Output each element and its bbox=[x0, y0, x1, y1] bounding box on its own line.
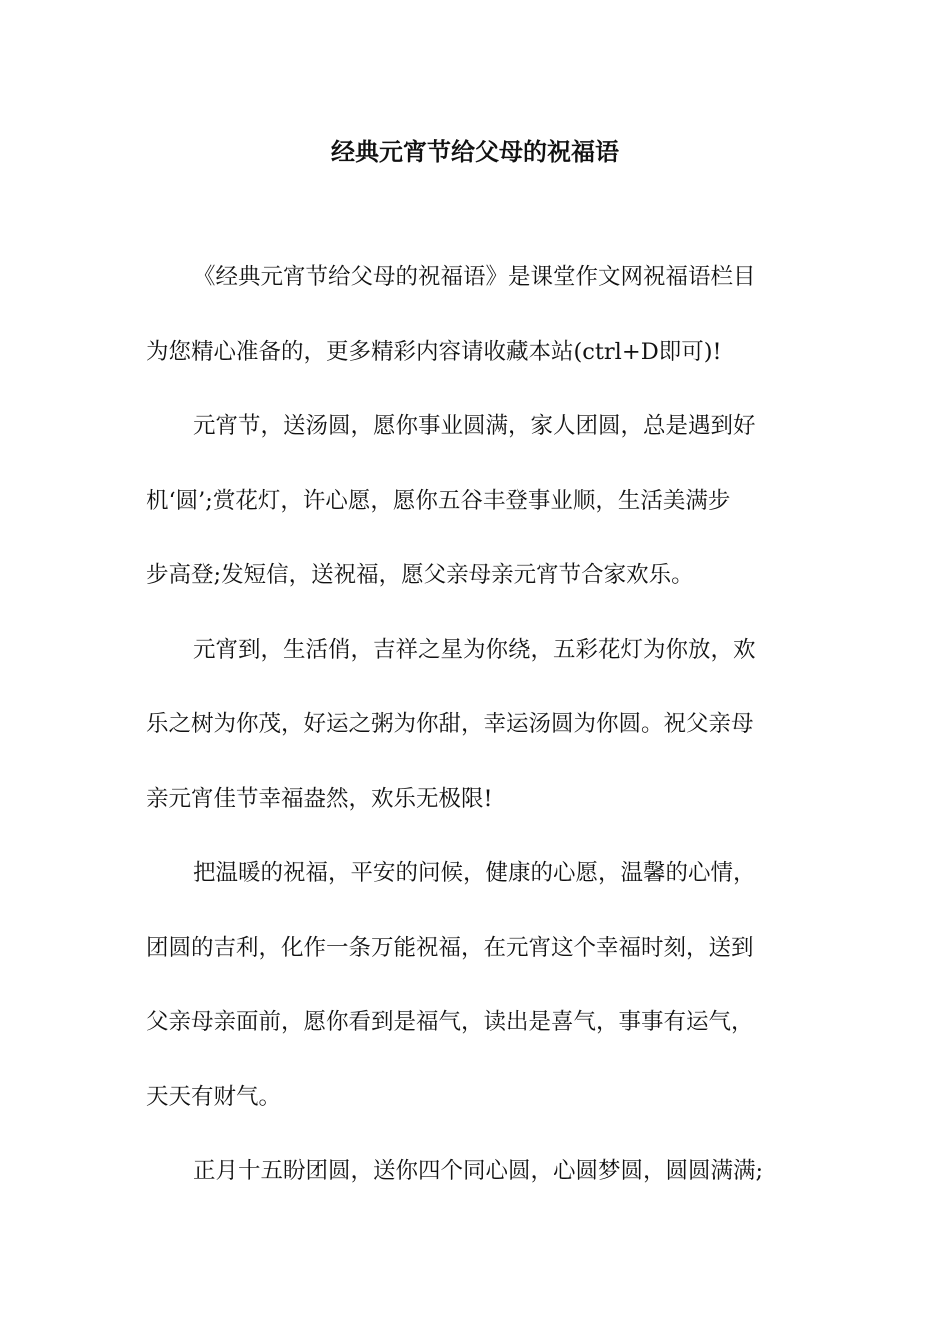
paragraph-2-line-3: 步高登;发短信，送祝福，愿父亲母亲元宵节合家欢乐。 bbox=[146, 562, 694, 588]
paragraph-4-line-4: 天天有财气。 bbox=[146, 1084, 282, 1110]
paragraph-1-line-1: 《经典元宵节给父母的祝福语》是课堂作文网祝福语栏目 bbox=[193, 264, 756, 290]
document-title: 经典元宵节给父母的祝福语 bbox=[331, 138, 619, 166]
paragraph-4-line-3: 父亲母亲面前，愿你看到是福气，读出是喜气，事事有运气， bbox=[146, 1009, 754, 1035]
paragraph-3-line-3: 亲元宵佳节幸福盎然，欢乐无极限! bbox=[146, 786, 493, 812]
paragraph-3-line-1: 元宵到，生活俏，吉祥之星为你绕，五彩花灯为你放，欢 bbox=[193, 637, 756, 663]
paragraph-3-line-2: 乐之树为你茂，好运之粥为你甜，幸运汤圆为你圆。祝父亲母 bbox=[146, 711, 754, 737]
paragraph-5-line-1: 正月十五盼团圆，送你四个同心圆，心圆梦圆，圆圆满满; bbox=[193, 1158, 764, 1184]
paragraph-1-line-2: 为您精心准备的，更多精彩内容请收藏本站(ctrl+D即可)! bbox=[146, 339, 722, 365]
paragraph-2-line-1: 元宵节，送汤圆，愿你事业圆满，家人团圆，总是遇到好 bbox=[193, 413, 756, 439]
paragraph-4-line-2: 团圆的吉利，化作一条万能祝福，在元宵这个幸福时刻，送到 bbox=[146, 935, 754, 961]
paragraph-4-line-1: 把温暖的祝福，平安的问候，健康的心愿，温馨的心情， bbox=[193, 860, 756, 886]
paragraph-2-line-2: 机‘圆’;赏花灯，许心愿，愿你五谷丰登事业顺，生活美满步 bbox=[146, 488, 731, 514]
